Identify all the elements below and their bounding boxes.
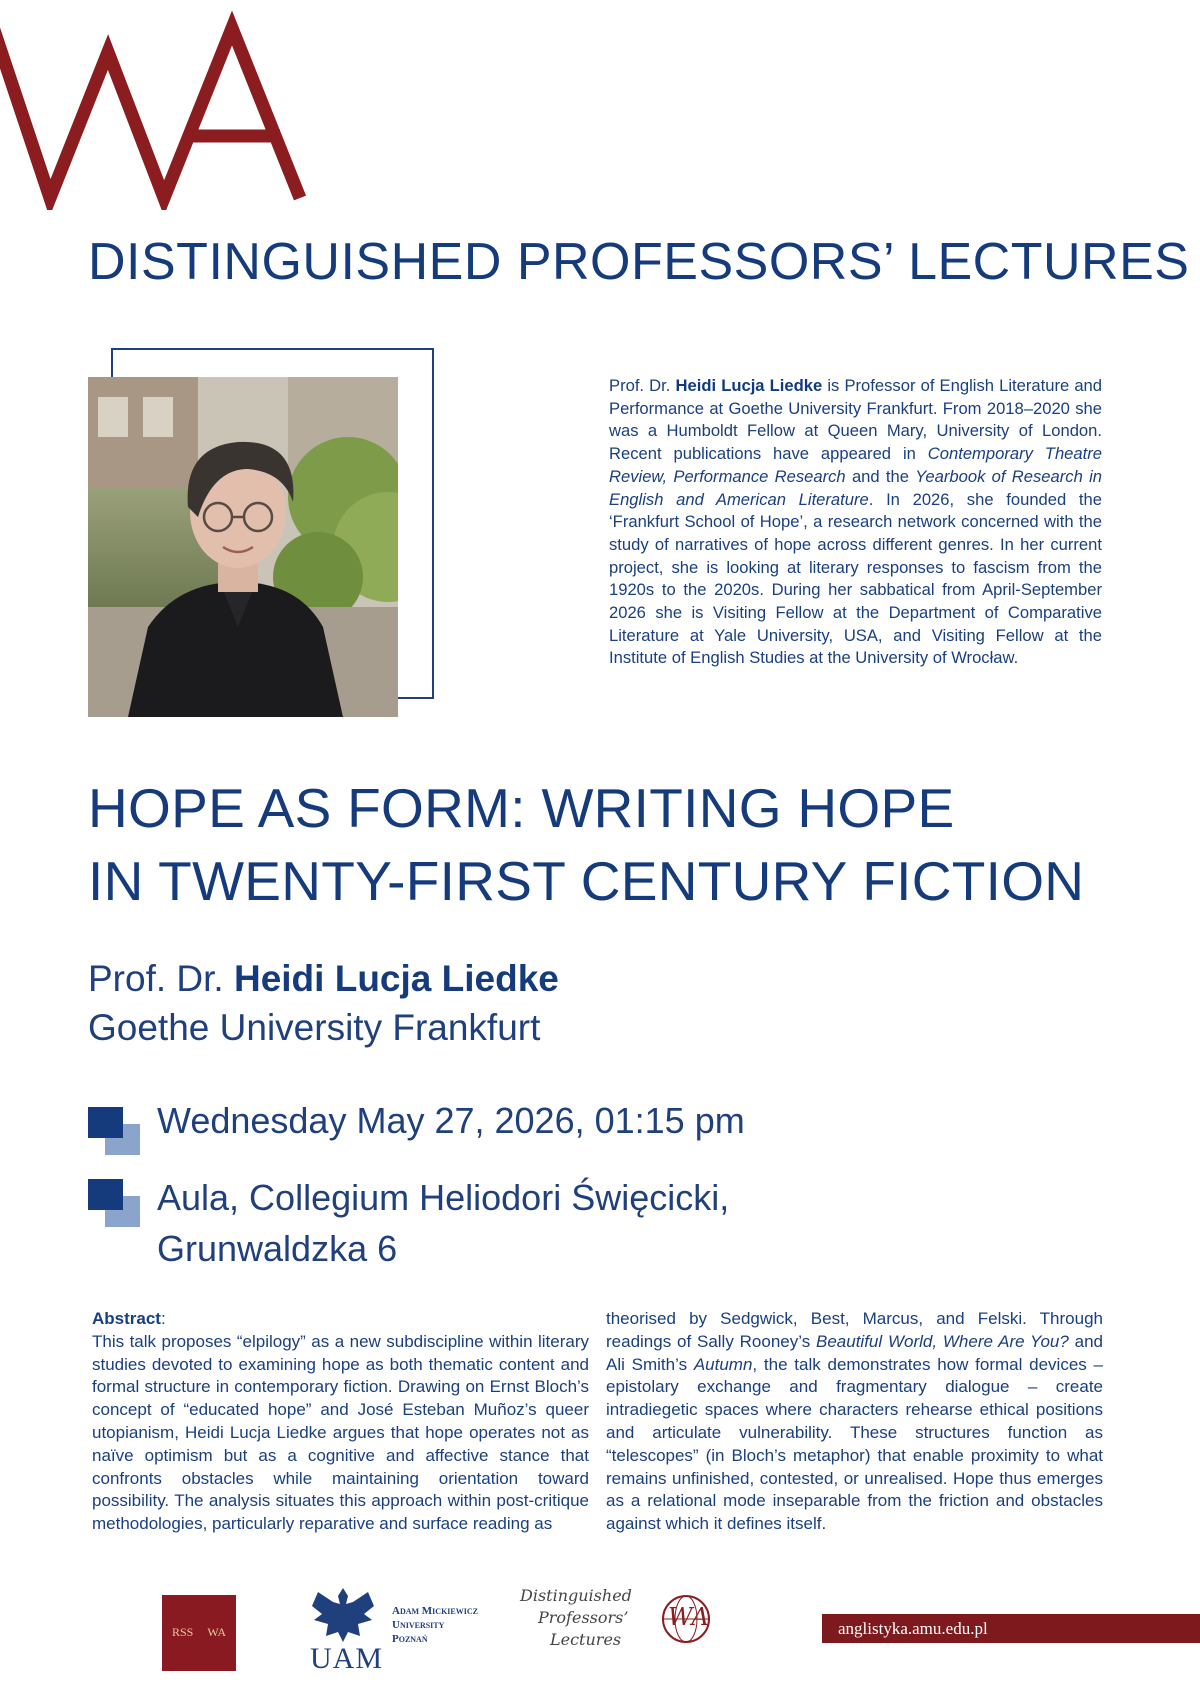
abstract-text-right-3: , the talk demonstrates how formal devices – epistolary exchange and fragmentary dialogue – create intradiegetic spaces where characters rehearse ethical positions and articulate vulnerability. These structures function as “telescopes” (in Bloch’s metaphor) that enable proximity to what remains unfinished, contested, or unrealised. Hope thus emerges as a relational mode inseparable from the friction and obstacles against which it defines itself. <box>606 1354 1103 1534</box>
talk-title-line-2: IN TWENTY-FIRST CENTURY FICTION <box>88 850 1085 912</box>
abstract-right-column <box>606 1308 1103 1536</box>
dpl-wa-text: WA <box>668 1603 709 1631</box>
abstract-text-left: This talk proposes “elpilogy” as a new subdiscipline within literary studies devoted to examining hope as both thematic content and formal structure in contemporary fiction. Drawing on Ernst Bloch’s concept of “educated hope” and José Esteban Muñoz’s queer utopianism, Heidi Lucja Liedke argues that hope operates not as naïve optimism but as a cognitive and affective stance that confronts obstacles while maintaining orientation toward possibility. The analysis situates this approach within post-critique methodologies, particularly reparative and surface reading as <box>92 1331 589 1534</box>
bullet-square-icon <box>88 1179 140 1229</box>
speaker-affiliation: Goethe University Frankfurt <box>88 1007 541 1048</box>
bio-text-1: is Professor of English Literature and Performance at Goethe University Frankfurt. From 2018–2020 she was a Humboldt Fellow at Queen Mary, University of London. Recent publications have appeared in <box>609 376 1103 464</box>
uam-logo <box>308 1584 508 1674</box>
abstract-colon: : <box>160 1309 166 1328</box>
website-link[interactable]: anglistyka.amu.edu.pl <box>822 1614 1200 1643</box>
rss-logo <box>162 1595 236 1671</box>
speaker-name <box>88 958 559 1000</box>
uam-name-line-1: Adam Mickiewicz <box>392 1605 478 1617</box>
talk-title-line-1: HOPE AS FORM: WRITING HOPE <box>88 777 955 839</box>
uam-name-line-2: University <box>392 1619 445 1631</box>
wa-logo-text: WA <box>0 0 2 1</box>
series-title: DISTINGUISHED PROFESSORS’ LECTURES <box>88 233 1190 291</box>
bio-journal-1: Contemporary Theatre Review, Performance Research <box>609 444 1102 486</box>
event-datetime: Wednesday May 27, 2026, 01:15 pm <box>157 1100 745 1141</box>
dpl-logo <box>520 1585 720 1675</box>
abstract-book-1: Beautiful World, Where Are You? <box>816 1331 1069 1351</box>
rss-logo-text: RSS <box>171 1625 194 1639</box>
abstract-text-right-2: and Ali Smith’s <box>606 1331 1103 1374</box>
event-venue <box>157 1172 729 1274</box>
speaker-bio <box>609 375 1102 670</box>
dpl-line-1: Distinguished <box>520 1586 632 1605</box>
wa-logo <box>0 0 360 210</box>
bio-text-2: and the <box>845 466 916 486</box>
rss-logo-wa: WA <box>207 1625 227 1639</box>
talk-title <box>88 772 1084 918</box>
venue-line-1: Aula, Collegium Heliodori Święcicki, <box>157 1177 730 1218</box>
venue-line-2: Grunwaldzka 6 <box>157 1228 398 1269</box>
uam-abbr: UAM <box>310 1642 384 1675</box>
bio-name: Heidi Lucja Liedke <box>675 376 823 395</box>
dpl-line-2: Professors’ <box>538 1608 629 1627</box>
speaker-name-bold: Heidi Lucja Liedke <box>233 958 559 999</box>
bio-text-3: . In 2026, she founded the ‘Frankfurt School of Hope’, a research network concerned with the study of narratives of hope across different genres. In her current project, she is looking at literary responses to fascism from the 1920s to the 2020s. During her sabbatical from April-September 2026 she is Visiting Fellow at the Department of Comparative Literature at Yale University, USA, and Visiting Fellow at the Institute of English Studies at the University of Wrocław. <box>609 489 1102 668</box>
abstract-left-column <box>92 1308 589 1536</box>
speaker-photo <box>88 377 398 717</box>
abstract-book-2: Autumn <box>693 1354 753 1374</box>
dpl-line-3: Lectures <box>550 1630 622 1649</box>
uam-name-line-3: Poznań <box>392 1633 428 1645</box>
speaker-prefix: Prof. Dr. <box>88 958 234 999</box>
bullet-square-icon <box>88 1107 140 1157</box>
bio-prefix: Prof. Dr. <box>609 376 676 395</box>
abstract-text-right-1: theorised by Sedgwick, Best, Marcus, and Felski. Through readings of Sally Rooney’s <box>606 1309 1103 1351</box>
abstract-label: Abstract <box>92 1309 161 1328</box>
bio-journal-2: Yearbook of Research in English and American Literature <box>609 466 1102 509</box>
